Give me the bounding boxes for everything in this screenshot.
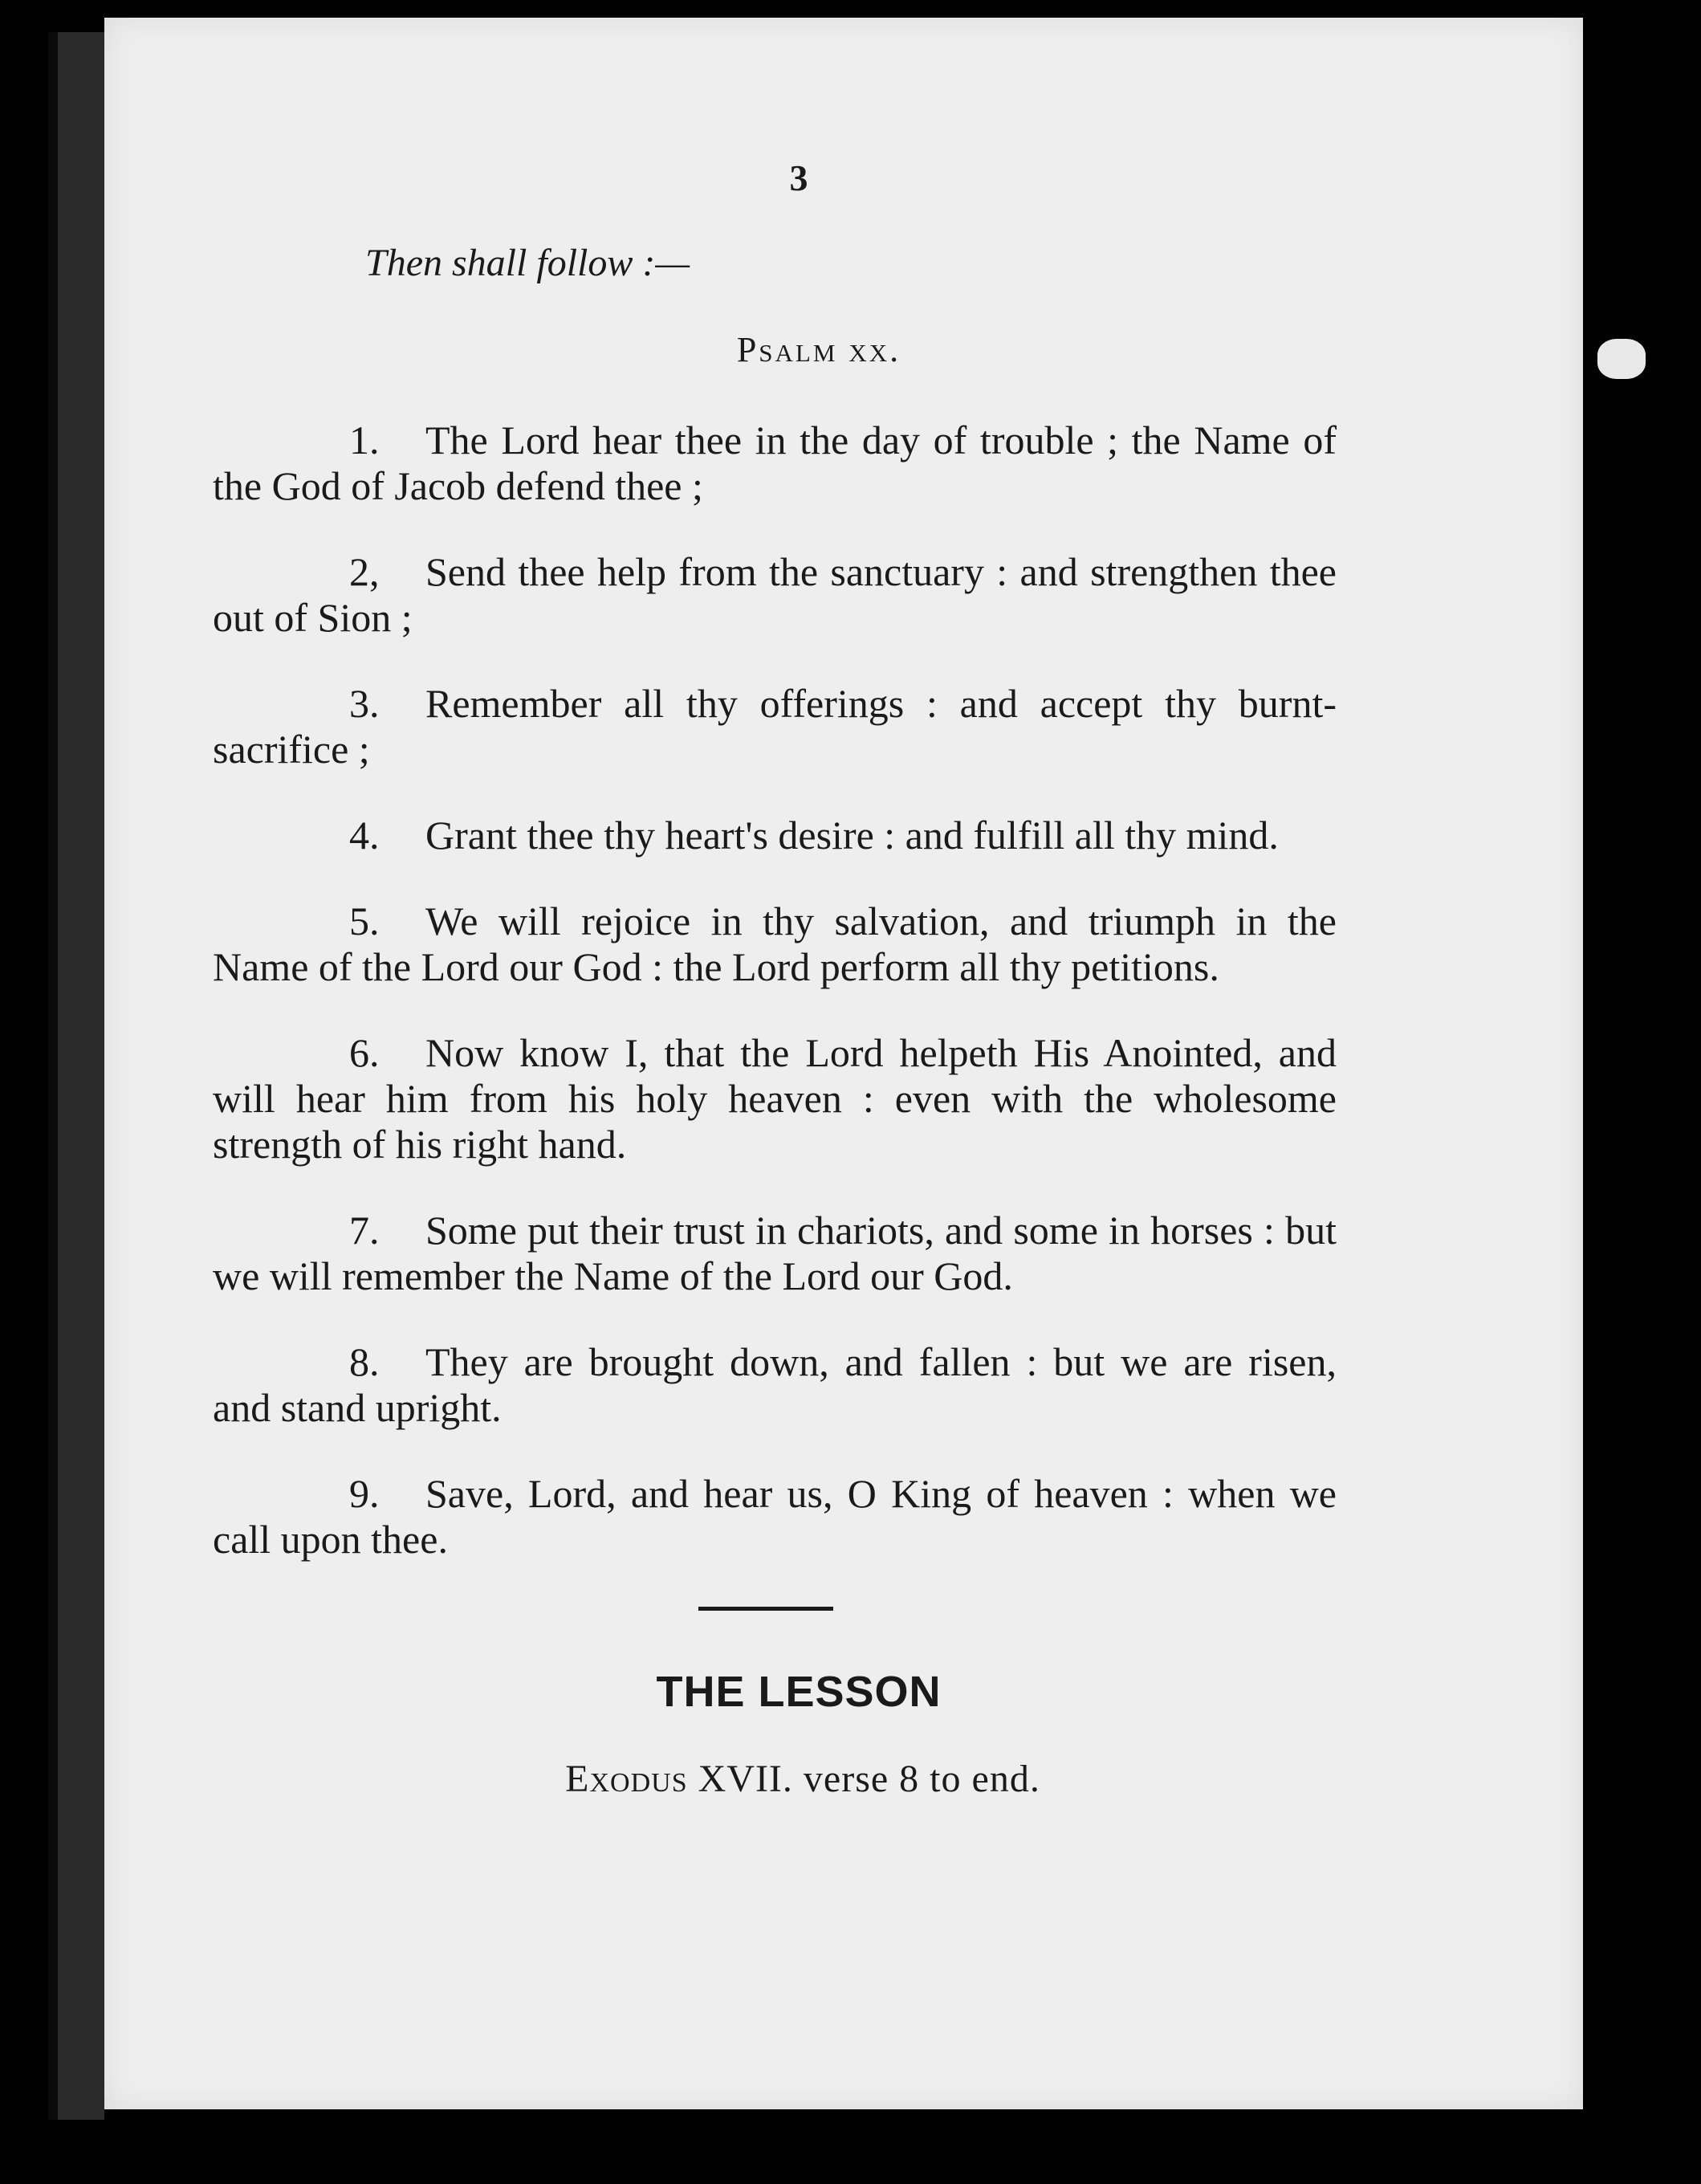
- verse-number: 2,: [349, 549, 380, 594]
- psalm-verses: [213, 418, 1337, 1563]
- verse-text: Grant thee thy heart's desire : and fulfill all thy mind.: [425, 813, 1279, 858]
- verse-number: 3.: [349, 681, 380, 726]
- verse-text: They are brought down, and fallen : but we are risen, and stand upright.: [213, 1339, 1337, 1430]
- page-number: 3: [789, 157, 808, 198]
- psalm-title: Psalm xx.: [736, 330, 901, 369]
- lesson-title: THE LESSON: [656, 1668, 942, 1716]
- verse: [213, 549, 1337, 641]
- section-divider: [698, 1607, 833, 1611]
- lesson-chapter-verse: XVII. verse 8 to end.: [698, 1758, 1040, 1800]
- verse-number: 8.: [349, 1339, 380, 1384]
- verse-text: The Lord hear thee in the day of trouble ; the Name of the God of Jacob defend thee ;: [213, 418, 1337, 508]
- lesson-reference: [269, 1757, 1337, 1801]
- page-content: [213, 157, 1337, 1801]
- verse: [213, 1208, 1337, 1299]
- verse: [213, 1471, 1337, 1563]
- verse-text: Remember all thy offerings : and accept thy burnt-sacrifice ;: [213, 681, 1337, 772]
- scan-speck: [1597, 339, 1646, 379]
- verse: [213, 418, 1337, 509]
- verse-number: 7.: [349, 1208, 380, 1253]
- verse-text: Send thee help from the sanctuary : and strengthen thee out of Sion ;: [213, 549, 1337, 640]
- verse: [213, 681, 1337, 772]
- verse-number: 9.: [349, 1471, 380, 1516]
- verse-number: 1.: [349, 418, 380, 462]
- verse-text: Save, Lord, and hear us, O King of heaven : when we call upon thee.: [213, 1471, 1337, 1562]
- verse-number: 5.: [349, 898, 380, 943]
- verse-text: Now know I, that the Lord helpeth His Anointed, and will hear him from his holy heaven : even with the wholesome strength of his right hand.: [213, 1030, 1337, 1167]
- verse-text: We will rejoice in thy salvation, and triumph in the Name of the Lord our God : the Lord perform all thy petitions.: [213, 898, 1337, 989]
- verse: [213, 1030, 1337, 1167]
- lesson-book: Exodus: [565, 1758, 688, 1800]
- verse-number: 6.: [349, 1030, 380, 1075]
- binding-edge: [48, 32, 58, 2120]
- verse: [213, 1339, 1337, 1431]
- verse-number: 4.: [349, 813, 380, 858]
- verse: [213, 813, 1337, 858]
- verse-text: Some put their trust in chariots, and some in horses : but we will remember the Name of the Lord our God.: [213, 1208, 1337, 1298]
- book-spine: [58, 32, 104, 2120]
- verse: [213, 898, 1337, 990]
- rubric: Then shall follow :—: [365, 242, 690, 284]
